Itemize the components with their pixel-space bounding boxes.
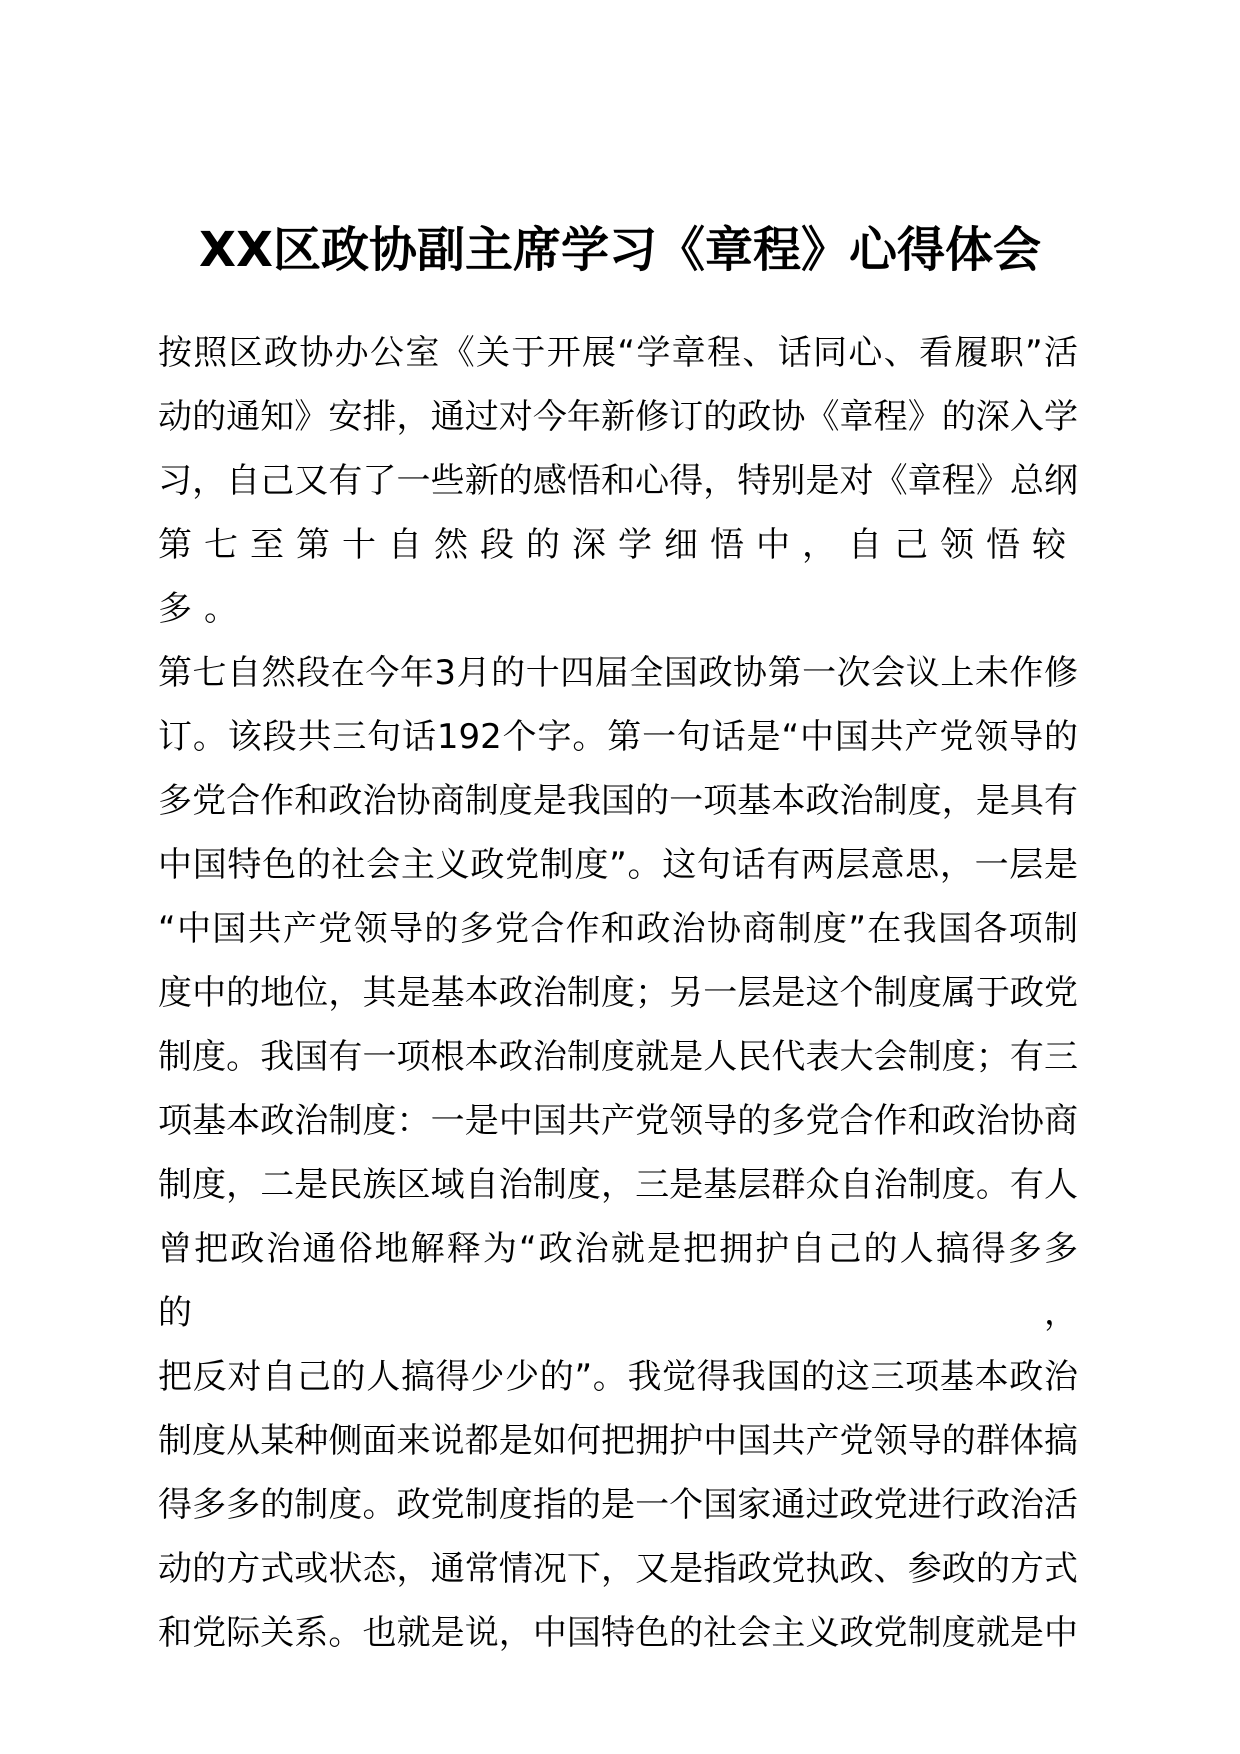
text-line: 动的通知》安排，通过对今年新修订的政协《章程》的深入学 [158,397,1078,437]
text-line: 制度，二是民族区域自治制度，三是基层群众自治制度。有人 [158,1165,1078,1205]
document-body [158,321,1078,1665]
document-title: XX区政协副主席学习《章程》心得体会 [198,222,1042,278]
text-line: 第七自然段在今年3月的十四届全国政协第一次会议上未作修 [158,653,1078,693]
text-line: 按照区政协办公室《关于开展“学章程、话同心、看履职”活 [158,333,1078,373]
text-line: 得多多的制度。政党制度指的是一个国家通过政党进行政治活 [158,1485,1078,1525]
text-line: 第七至第十自然段的深学细悟中，自己领悟较多。 [158,525,1078,629]
text-line: 多党合作和政治协商制度是我国的一项基本政治制度，是具有 [158,781,1078,821]
text-line: 订。该段共三句话192个字。第一句话是“中国共产党领导的 [158,717,1078,757]
text-line: 习，自己又有了一些新的感悟和心得，特别是对《章程》总纲 [158,461,1078,501]
text-line: “中国共产党领导的多党合作和政治协商制度”在我国各项制 [158,909,1078,949]
text-line: 度中的地位，其是基本政治制度；另一层是这个制度属于政党 [158,973,1078,1013]
text-line: 中国特色的社会主义政党制度”。这句话有两层意思，一层是 [158,845,1078,885]
text-line: 制度。我国有一项根本政治制度就是人民代表大会制度；有三 [158,1037,1078,1077]
text-line: 把反对自己的人搞得少少的”。我觉得我国的这三项基本政治 [158,1357,1078,1397]
text-line: 制度从某种侧面来说都是如何把拥护中国共产党领导的群体搞 [158,1421,1078,1461]
text-line: 动的方式或状态，通常情况下，又是指政党执政、参政的方式 [158,1549,1078,1589]
text-line: 曾把政治通俗地解释为“政治就是把拥护自己的人搞得多多的， [158,1229,1078,1333]
text-line: 和党际关系。也就是说，中国特色的社会主义政党制度就是中 [158,1613,1078,1653]
text-line: 项基本政治制度：一是中国共产党领导的多党合作和政治协商 [158,1101,1078,1141]
